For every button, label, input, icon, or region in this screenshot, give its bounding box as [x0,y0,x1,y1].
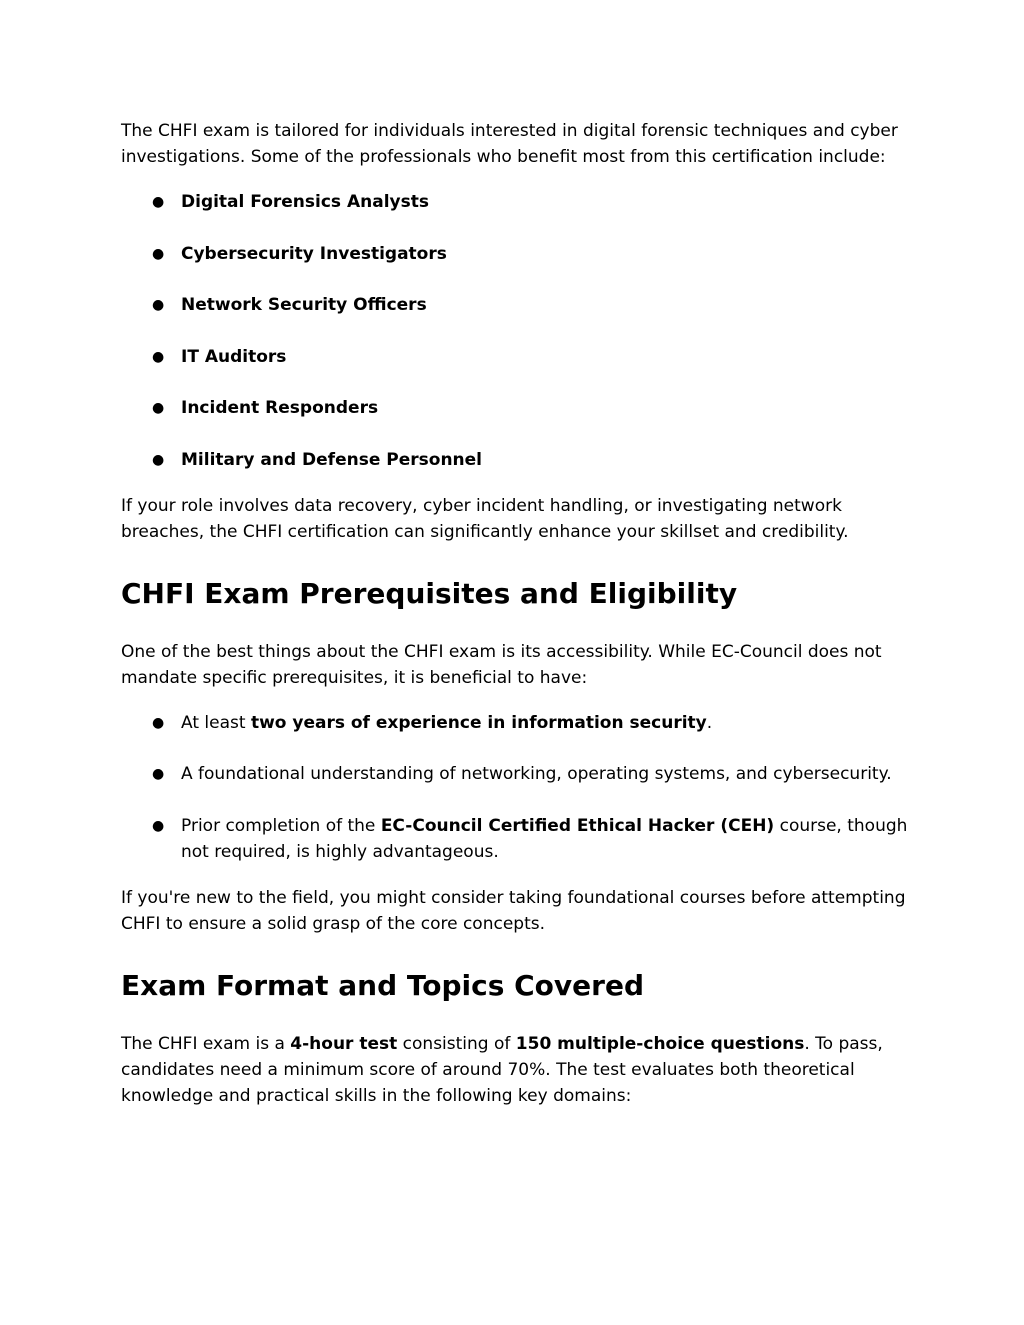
format-text: . To pass, candidates need a minimum score of around 70%. The test evaluates both theoretical knowledge and practical skills in the following key domains: [121,1033,883,1106]
question-count: 150 multiple-choice questions [515,1033,805,1054]
list-item [121,241,911,267]
list-item-text: Prior completion of the [181,815,381,836]
bullet-icon: ● [152,400,165,416]
bullet-icon: ● [152,348,165,365]
list-item [121,447,911,473]
list-item-text: Cybersecurity Investigators [181,243,447,264]
exam-duration: 4-hour test [290,1033,398,1054]
list-item-bold-text: EC-Council Certified Ethical Hacker (CEH) [380,815,775,836]
list-item-text: IT Auditors [181,346,287,367]
list-item-text: Digital Forensics Analysts [181,192,429,212]
bullet-icon: ● [152,451,165,468]
bullet-icon: ● [152,297,165,313]
bullet-icon: ● [152,817,165,834]
intro-paragraph: The CHFI exam is tailored for individuals interested in digital forensic techniques and cyber investigations. Some of the professionals who benefit most from this certification include: [121,121,898,167]
exam-format-heading: Exam Format and Topics Covered [121,968,645,1002]
prerequisites-intro: One of the best things about the CHFI exam is its accessibility. While EC-Council does not mandate specific prerequisites, it is beneficial to have: [121,641,882,688]
prerequisites-list [121,710,911,865]
list-item [121,395,911,421]
document-page [121,118,911,1109]
list-item [121,710,911,736]
list-item-text: Military and Defense Personnel [181,449,483,470]
exam-format-paragraph [121,1031,911,1109]
professionals-list [121,189,911,473]
list-item-bold-text: two years of experience in information security [250,712,707,733]
list-item [121,813,911,865]
list-item [121,761,911,787]
bullet-icon: ● [152,714,165,731]
list-item-text: At least [181,712,251,733]
list-item [121,189,911,215]
bullet-icon: ● [152,194,165,210]
list-item-text: Incident Responders [181,398,379,418]
newcomer-paragraph: If you're new to the field, you might consider taking foundational courses before attempting CHFI to ensure a solid grasp of the core concepts. [121,887,906,934]
bullet-icon: ● [152,245,165,262]
role-paragraph: If your role involves data recovery, cyber incident handling, or investigating network breaches, the CHFI certification can significantly enhance your skillset and credibility. [121,495,849,542]
list-item-text: course, though not required, is highly advantageous. [181,815,908,862]
list-item [121,344,911,370]
prerequisites-heading: CHFI Exam Prerequisites and Eligibility [121,576,738,610]
list-item-text: . [706,712,713,733]
format-text: The CHFI exam is a [121,1033,291,1054]
format-text: consisting of [397,1033,516,1054]
bullet-icon: ● [152,766,165,782]
list-item-text: A foundational understanding of networking, operating systems, and cybersecurity. [181,764,892,784]
list-item [121,292,911,318]
list-item-text: Network Security Officers [181,295,427,315]
